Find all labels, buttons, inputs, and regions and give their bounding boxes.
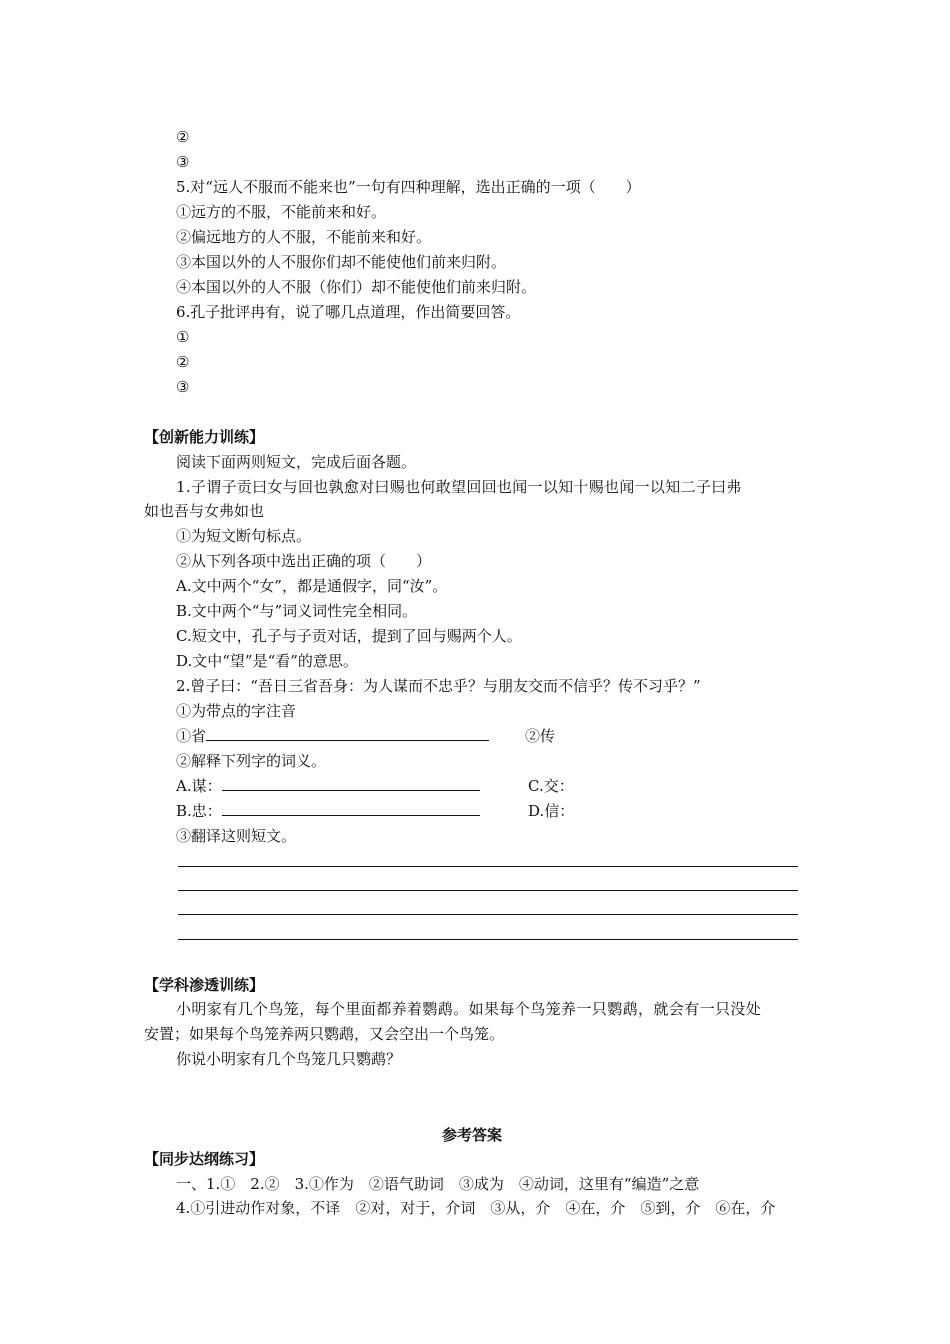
passage-2: 2.曾子曰：“吾日三省吾身：为人谋而不忠乎？与朋友交而不信乎？传不习乎？” — [176, 677, 701, 695]
interdisciplinary-line-3: 你说小明家有几个鸟笼几只鹦鹉？ — [176, 1050, 402, 1068]
pinyin-blank-xing[interactable] — [206, 726, 489, 741]
interdisciplinary-heading: 【学科渗透训练】 — [144, 976, 265, 994]
translation-answer-line-4[interactable] — [178, 939, 798, 940]
definition-row-a — [176, 776, 480, 796]
question-5: 5.对“远人不服而不能来也”一句有四种理解，选出正确的一项（ ） — [176, 178, 641, 196]
question-6-answer-3: ③ — [176, 378, 190, 396]
definition-label-xin: D.信： — [528, 802, 575, 820]
passage-2-question-3: ③翻译这则短文。 — [176, 827, 297, 845]
interdisciplinary-line-1: 小明家有几个鸟笼，每个里面都养着鹦鹉。如果每个鸟笼养一只鹦鹉，就会有一只没处 — [176, 1000, 762, 1018]
answers-line-2: 4.①引进动作对象，不译 ②对，对于，介词 ③从，介 ④在，介 ⑤到，介 ⑥在，介 — [176, 1199, 776, 1217]
answers-title: 参考答案 — [442, 1126, 503, 1144]
question-6-answer-2: ② — [176, 353, 190, 371]
passage-1-line-2: 如也吾与女弗如也 — [144, 502, 265, 520]
definition-label-mou: A.谋： — [176, 777, 222, 795]
translation-answer-line-2[interactable] — [178, 890, 798, 891]
option-b: B.文中两个“与”词义词性完全相同。 — [176, 602, 418, 620]
innovation-intro: 阅读下面两则短文，完成后面各题。 — [176, 453, 417, 471]
answers-line-1: 一、1.① 2.② 3.①作为 ②语气助词 ③成为 ④动词，这里有“编造”之意 — [176, 1175, 700, 1193]
option-d: D.文中“望”是“看”的意思。 — [176, 652, 358, 670]
question-6: 6.孔子批评冉有，说了哪几点道理，作出简要回答。 — [176, 303, 521, 321]
definition-label-jiao: C.交： — [528, 777, 574, 795]
question-5-option-1: ①远方的不服，不能前来和好。 — [176, 203, 387, 221]
question-5-option-3: ③本国以外的人不服你们却不能使他们前来归附。 — [176, 253, 507, 271]
innovation-heading: 【创新能力训练】 — [144, 428, 265, 446]
translation-answer-line-3[interactable] — [178, 914, 798, 915]
pinyin-label-xing: ①省 — [176, 727, 207, 745]
answers-heading: 【同步达纲练习】 — [144, 1150, 265, 1168]
question-5-option-4: ④本国以外的人不服（你们）却不能使他们前来归附。 — [176, 278, 537, 296]
interdisciplinary-line-2: 安置；如果每个鸟笼养两只鹦鹉，又会空出一个鸟笼。 — [144, 1025, 505, 1043]
question-6-answer-1: ① — [176, 328, 190, 346]
passage-1-question-2: ②从下列各项中选出正确的项（ ） — [176, 552, 432, 570]
answer-item-3: ③ — [176, 153, 190, 171]
passage-1-question-1: ①为短文断句标点。 — [176, 527, 312, 545]
definition-label-zhong: B.忠： — [176, 802, 222, 820]
passage-2-question-1: ①为带点的字注音 — [176, 702, 297, 720]
answer-item-2: ② — [176, 128, 190, 146]
definition-row-b — [176, 801, 480, 821]
passage-1-line-1: 1.子谓子贡曰女与回也孰愈对曰赐也何敢望回回也闻一以知十赐也闻一以知二子曰弗 — [176, 478, 742, 496]
translation-answer-line-1[interactable] — [178, 866, 798, 867]
option-a: A.文中两个“女”，都是通假字，同“汝”。 — [176, 577, 448, 595]
option-c: C.短文中，孔子与子贡对话，提到了回与赐两个人。 — [176, 627, 522, 645]
pinyin-row-1 — [176, 726, 489, 746]
definition-blank-zhong[interactable] — [222, 801, 480, 816]
passage-2-question-2: ②解释下列字的词义。 — [176, 752, 327, 770]
question-5-option-2: ②偏远地方的人不服，不能前来和好。 — [176, 228, 432, 246]
definition-blank-mou[interactable] — [222, 776, 480, 791]
pinyin-label-chuan: ②传 — [525, 727, 556, 745]
